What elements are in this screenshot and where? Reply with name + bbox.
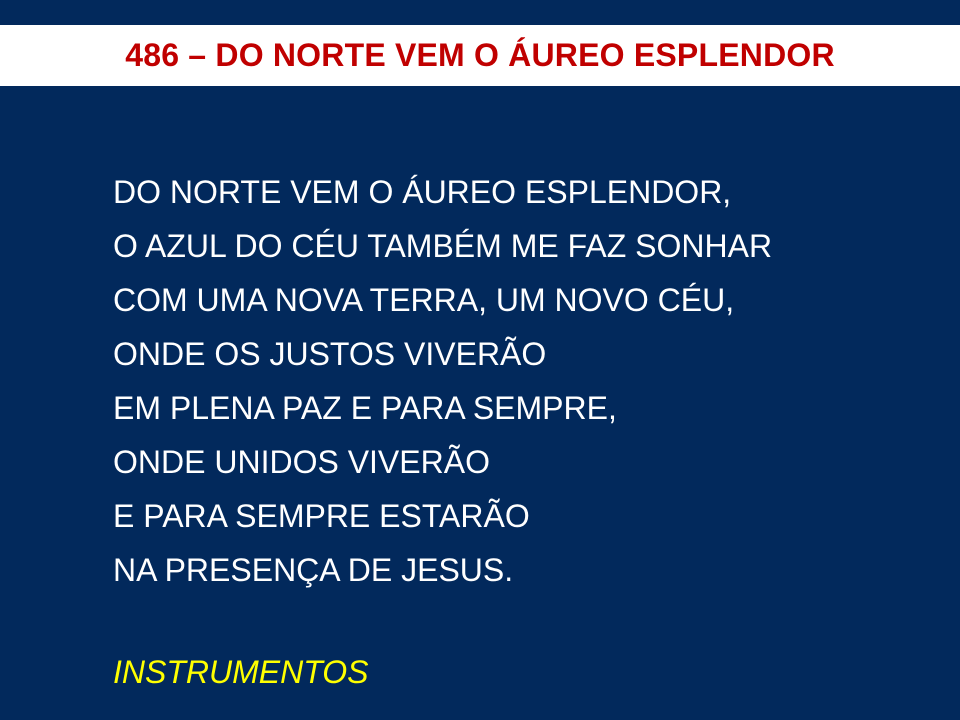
slide-title: 486 – DO NORTE VEM O ÁUREO ESPLENDOR	[125, 37, 835, 73]
lyric-line-7: E PARA SEMPRE ESTARÃO	[113, 498, 530, 534]
lyrics-block	[113, 165, 772, 597]
lyric-line-2: O AZUL DO CÉU TAMBÉM ME FAZ SONHAR	[113, 228, 773, 264]
lyric-line-4: ONDE OS JUSTOS VIVERÃO	[113, 336, 547, 372]
lyric-line-1: DO NORTE VEM O ÁUREO ESPLENDOR,	[113, 174, 732, 210]
lyric-line-6: ONDE UNIDOS VIVERÃO	[113, 444, 490, 480]
lyric-line-8: NA PRESENÇA DE JESUS.	[113, 552, 514, 588]
title-bar	[0, 25, 960, 86]
instruments-label: INSTRUMENTOS	[113, 654, 369, 690]
lyric-line-5: EM PLENA PAZ E PARA SEMPRE,	[113, 390, 617, 426]
lyric-line-3: COM UMA NOVA TERRA, UM NOVO CÉU,	[113, 282, 735, 318]
